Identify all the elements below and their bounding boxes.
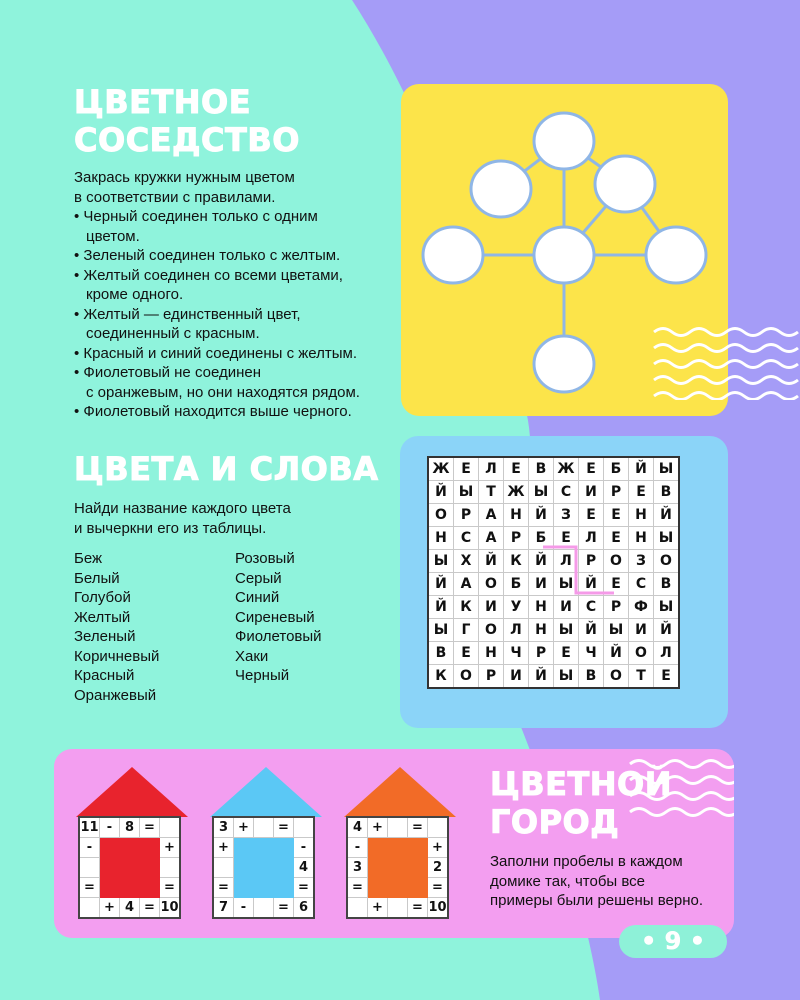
grid-letter[interactable]: Р — [479, 665, 504, 689]
grid-letter[interactable]: Е — [604, 527, 629, 550]
grid-letter[interactable]: А — [479, 527, 504, 550]
rules-text — [74, 168, 360, 422]
house-fill — [368, 878, 388, 898]
house-cell[interactable] — [79, 858, 100, 878]
grid-letter[interactable]: Г — [454, 619, 479, 642]
house-fill — [274, 878, 294, 898]
grid-letter[interactable]: Й — [428, 481, 454, 504]
diagram-circle — [534, 336, 594, 392]
grid-letter[interactable]: О — [479, 573, 504, 596]
grid-letter[interactable]: О — [428, 504, 454, 527]
house-cell[interactable] — [294, 817, 315, 838]
rule-line: • Черный соединен только с одним — [74, 208, 318, 225]
house-cell[interactable]: = — [79, 878, 100, 898]
grid-letter[interactable]: Т — [479, 481, 504, 504]
house-fill — [408, 838, 428, 858]
color-word: Беж — [74, 550, 103, 567]
grid-letter[interactable]: В — [654, 481, 680, 504]
house-cell[interactable]: + — [368, 817, 388, 838]
house-cell[interactable]: = — [213, 878, 234, 898]
rule-line: • Зеленый соединен только с желтым. — [74, 247, 341, 264]
grid-letter[interactable]: Й — [604, 642, 629, 665]
house-roof — [210, 767, 322, 817]
house-fill — [254, 878, 274, 898]
grid-letter[interactable]: Р — [504, 527, 529, 550]
grid-letter[interactable]: Р — [579, 550, 604, 573]
city-instructions: Заполни пробелы в каждом домике так, чтобы все примеры были решены верно. — [490, 853, 704, 909]
grid-letter[interactable]: Н — [479, 642, 504, 665]
house-cell[interactable]: 3 — [347, 858, 368, 878]
word-list-col2 — [235, 549, 322, 686]
grid-letter[interactable]: Б — [504, 573, 529, 596]
grid-letter[interactable]: И — [529, 573, 554, 596]
color-word: Серый — [235, 569, 282, 587]
section-title-words: ЦВЕТА И СЛОВА — [74, 450, 379, 488]
house-roof — [344, 767, 456, 817]
house-cell[interactable]: + — [160, 838, 181, 858]
grid-letter[interactable]: Ы — [654, 527, 680, 550]
house-fill — [234, 878, 254, 898]
grid-letter[interactable]: Ы — [554, 573, 579, 596]
grid-letter[interactable]: Л — [554, 550, 579, 573]
grid-letter[interactable]: Ы — [604, 619, 629, 642]
grid-letter[interactable]: В — [428, 642, 454, 665]
house-cell[interactable]: - — [234, 898, 254, 919]
diagram-circle — [423, 227, 483, 283]
color-word: Зеленый — [74, 628, 136, 645]
grid-letter[interactable]: И — [479, 596, 504, 619]
grid-letter[interactable]: З — [554, 504, 579, 527]
grid-letter[interactable]: Л — [479, 457, 504, 481]
house-fill — [388, 878, 408, 898]
house-fill — [408, 878, 428, 898]
house-fill — [140, 838, 160, 858]
decorative-waves-2 — [628, 758, 734, 826]
grid-letter[interactable]: Р — [604, 481, 629, 504]
grid-letter[interactable]: Н — [504, 504, 529, 527]
grid-letter[interactable]: В — [654, 573, 680, 596]
color-word: Желтый — [74, 608, 131, 626]
color-word: Оранжевый — [74, 686, 157, 704]
grid-letter[interactable]: Ы — [654, 596, 680, 619]
grid-letter[interactable]: Л — [654, 642, 680, 665]
grid-letter[interactable]: К — [454, 596, 479, 619]
grid-letter[interactable]: Р — [454, 504, 479, 527]
grid-letter[interactable]: Е — [579, 457, 604, 481]
grid-letter[interactable]: Б — [529, 527, 554, 550]
house-fill — [388, 838, 408, 858]
grid-letter[interactable]: З — [629, 550, 654, 573]
grid-letter[interactable]: Ж — [504, 481, 529, 504]
house-cell[interactable]: 3 — [213, 817, 234, 838]
house-cell[interactable]: + — [428, 838, 449, 858]
house-cell[interactable]: = — [274, 898, 294, 919]
house-cell[interactable]: = — [428, 878, 449, 898]
crossed-word-mark — [540, 538, 620, 602]
word-list-col1 — [74, 549, 159, 705]
diagram-circle — [534, 227, 594, 283]
house-cell[interactable]: - — [294, 838, 315, 858]
grid-letter[interactable]: Ы — [428, 619, 454, 642]
house-cell[interactable] — [347, 898, 368, 919]
grid-letter[interactable]: С — [629, 573, 654, 596]
house-cell[interactable]: = — [294, 878, 315, 898]
house-cell[interactable] — [79, 898, 100, 919]
house-cell[interactable]: 7 — [213, 898, 234, 919]
house-cell[interactable] — [160, 858, 181, 878]
house-cell[interactable] — [388, 898, 408, 919]
house-cell[interactable]: = — [347, 878, 368, 898]
house-cell[interactable] — [254, 817, 274, 838]
grid-letter[interactable]: Ы — [554, 665, 579, 689]
grid-letter[interactable]: Е — [554, 527, 579, 550]
diagram-circle — [646, 227, 706, 283]
house-fill — [100, 838, 120, 858]
section-title-city: ЦВЕТНОЙ ГОРОД — [490, 765, 673, 841]
grid-letter[interactable]: Б — [604, 457, 629, 481]
house-cell[interactable]: + — [234, 817, 254, 838]
house-fill — [120, 838, 140, 858]
grid-letter[interactable]: Н — [629, 504, 654, 527]
grid-letter[interactable]: И — [579, 481, 604, 504]
grid-letter[interactable]: О — [604, 550, 629, 573]
grid-letter[interactable]: Е — [579, 504, 604, 527]
grid-letter[interactable]: Й — [629, 457, 654, 481]
house-cell[interactable]: + — [100, 898, 120, 919]
rule-line: с оранжевым, но они находятся рядом. — [86, 383, 360, 401]
house-grid[interactable] — [346, 816, 449, 919]
section-title-neighbors: ЦВЕТНОЕ СОСЕДСТВО — [74, 83, 300, 159]
decorative-waves — [652, 326, 800, 400]
grid-letter[interactable]: Ж — [554, 457, 579, 481]
house-cell[interactable] — [428, 817, 449, 838]
grid-letter[interactable]: Е — [454, 457, 479, 481]
house-cell[interactable]: 11 — [79, 817, 100, 838]
grid-letter[interactable]: Ы — [554, 619, 579, 642]
grid-letter[interactable]: Е — [554, 642, 579, 665]
grid-letter[interactable]: Ы — [454, 481, 479, 504]
house-cell[interactable] — [388, 817, 408, 838]
color-word: Белый — [74, 569, 120, 587]
rule-line: • Фиолетовый не соединен — [74, 364, 262, 381]
house-grid[interactable] — [212, 816, 315, 919]
grid-letter[interactable]: И — [629, 619, 654, 642]
grid-letter[interactable]: О — [604, 665, 629, 689]
grid-letter[interactable]: Й — [428, 596, 454, 619]
grid-letter[interactable]: И — [504, 665, 529, 689]
grid-letter[interactable]: У — [504, 596, 529, 619]
rule-line: • Желтый соединен со всеми цветами, — [74, 266, 343, 284]
color-word: Фиолетовый — [235, 628, 322, 645]
house-cell[interactable]: 10 — [160, 898, 181, 919]
diagram-circle — [471, 161, 531, 217]
house-cell[interactable]: = — [408, 817, 428, 838]
grid-letter[interactable]: А — [454, 573, 479, 596]
grid-letter[interactable]: Н — [629, 527, 654, 550]
rule-line: кроме одного. — [86, 286, 184, 303]
color-word: Голубой — [74, 589, 131, 606]
house-fill — [120, 858, 140, 878]
page-number: • 9 • — [619, 925, 727, 958]
color-word: Красный — [74, 667, 135, 684]
house-cell[interactable]: 4 — [347, 817, 368, 838]
grid-letter[interactable]: Х — [454, 550, 479, 573]
house-cell[interactable]: + — [368, 898, 388, 919]
grid-letter[interactable]: О — [454, 665, 479, 689]
grid-letter[interactable]: Е — [604, 504, 629, 527]
grid-letter[interactable]: И — [554, 596, 579, 619]
grid-letter[interactable]: Й — [428, 573, 454, 596]
house-fill — [234, 858, 254, 878]
color-word: Коричневый — [74, 647, 160, 665]
grid-letter[interactable]: Й — [529, 550, 554, 573]
grid-letter[interactable]: Й — [654, 504, 680, 527]
house-fill — [100, 878, 120, 898]
house-cell[interactable]: 4 — [294, 858, 315, 878]
color-word: Синий — [235, 589, 280, 606]
house-fill — [120, 878, 140, 898]
grid-letter[interactable]: Й — [529, 504, 554, 527]
rule-line: • Красный и синий соединены с желтым. — [74, 344, 358, 362]
grid-letter[interactable]: Ы — [654, 457, 680, 481]
color-word: Сиреневый — [235, 608, 315, 626]
grid-letter[interactable]: О — [654, 550, 680, 573]
grid-letter[interactable]: Ч — [504, 642, 529, 665]
words-intro: Найди название каждого цвета и вычеркни его из таблицы. — [74, 500, 291, 537]
house-fill — [274, 838, 294, 858]
grid-letter[interactable]: Н — [428, 527, 454, 550]
grid-letter[interactable]: В — [529, 457, 554, 481]
grid-letter[interactable]: С — [454, 527, 479, 550]
house-fill — [254, 838, 274, 858]
house-cell[interactable]: - — [100, 817, 120, 838]
rule-line: соединенный с красным. — [86, 325, 260, 342]
grid-letter[interactable]: Е — [454, 642, 479, 665]
color-word: Хаки — [235, 647, 269, 665]
grid-letter[interactable]: Т — [629, 665, 654, 689]
house-cell[interactable]: = — [274, 817, 294, 838]
grid-letter[interactable]: Ф — [629, 596, 654, 619]
house-cell[interactable]: 10 — [428, 898, 449, 919]
house-roof — [76, 767, 188, 817]
house-cell[interactable] — [213, 858, 234, 878]
house-cell[interactable]: = — [160, 878, 181, 898]
grid-letter[interactable]: О — [479, 619, 504, 642]
house-fill — [368, 858, 388, 878]
house-cell[interactable]: = — [140, 898, 160, 919]
house-fill — [254, 858, 274, 878]
house-cell[interactable]: = — [140, 817, 160, 838]
grid-letter[interactable]: Ч — [579, 642, 604, 665]
grid-letter[interactable]: Й — [579, 573, 604, 596]
grid-letter[interactable]: Е — [629, 481, 654, 504]
grid-letter[interactable]: Е — [504, 457, 529, 481]
color-word: Розовый — [235, 550, 295, 567]
rule-line: • Желтый — единственный цвет, — [74, 305, 301, 323]
diagram-circle — [595, 156, 655, 212]
grid-letter[interactable]: Й — [654, 619, 680, 642]
grid-letter[interactable]: Ы — [529, 481, 554, 504]
grid-letter[interactable]: Ы — [428, 550, 454, 573]
house-cell[interactable]: 4 — [120, 898, 140, 919]
grid-letter[interactable]: К — [428, 665, 454, 689]
house-fill — [140, 878, 160, 898]
diagram-circle — [534, 113, 594, 169]
grid-letter[interactable]: О — [629, 642, 654, 665]
grid-letter[interactable]: Ж — [428, 457, 454, 481]
grid-letter[interactable]: С — [554, 481, 579, 504]
grid-letter[interactable]: К — [504, 550, 529, 573]
grid-letter[interactable]: Е — [604, 573, 629, 596]
grid-letter[interactable]: Е — [654, 665, 680, 689]
house-cell[interactable] — [254, 898, 274, 919]
grid-letter[interactable]: Р — [529, 642, 554, 665]
grid-letter[interactable]: Л — [504, 619, 529, 642]
house-cell[interactable]: + — [213, 838, 234, 858]
house-grid[interactable] — [78, 816, 181, 919]
house-fill — [388, 858, 408, 878]
house-cell[interactable]: - — [79, 838, 100, 858]
house-fill — [368, 838, 388, 858]
house-cell[interactable]: = — [408, 898, 428, 919]
rule-line: Закрась кружки нужным цветом — [74, 169, 295, 186]
color-word: Черный — [235, 667, 290, 684]
grid-letter[interactable]: Й — [579, 619, 604, 642]
house-cell[interactable] — [160, 817, 181, 838]
house-fill — [140, 858, 160, 878]
house-fill — [274, 858, 294, 878]
house-fill — [408, 858, 428, 878]
rule-line: в соответствии с правилами. — [74, 188, 276, 206]
grid-letter[interactable]: А — [479, 504, 504, 527]
house-cell[interactable]: 8 — [120, 817, 140, 838]
house-fill — [100, 858, 120, 878]
house-cell[interactable]: 2 — [428, 858, 449, 878]
grid-letter[interactable]: Й — [529, 665, 554, 689]
rule-line: • Фиолетовый находится выше черного. — [74, 403, 352, 420]
grid-letter[interactable]: Р — [604, 596, 629, 619]
rule-line: цветом. — [86, 227, 140, 245]
house-cell[interactable]: - — [347, 838, 368, 858]
grid-letter[interactable]: Л — [579, 527, 604, 550]
grid-letter[interactable]: Н — [529, 596, 554, 619]
grid-letter[interactable]: Н — [529, 619, 554, 642]
house-cell[interactable]: 6 — [294, 898, 315, 919]
grid-letter[interactable]: Й — [479, 550, 504, 573]
grid-letter[interactable]: С — [579, 596, 604, 619]
house-fill — [234, 838, 254, 858]
grid-letter[interactable]: В — [579, 665, 604, 689]
